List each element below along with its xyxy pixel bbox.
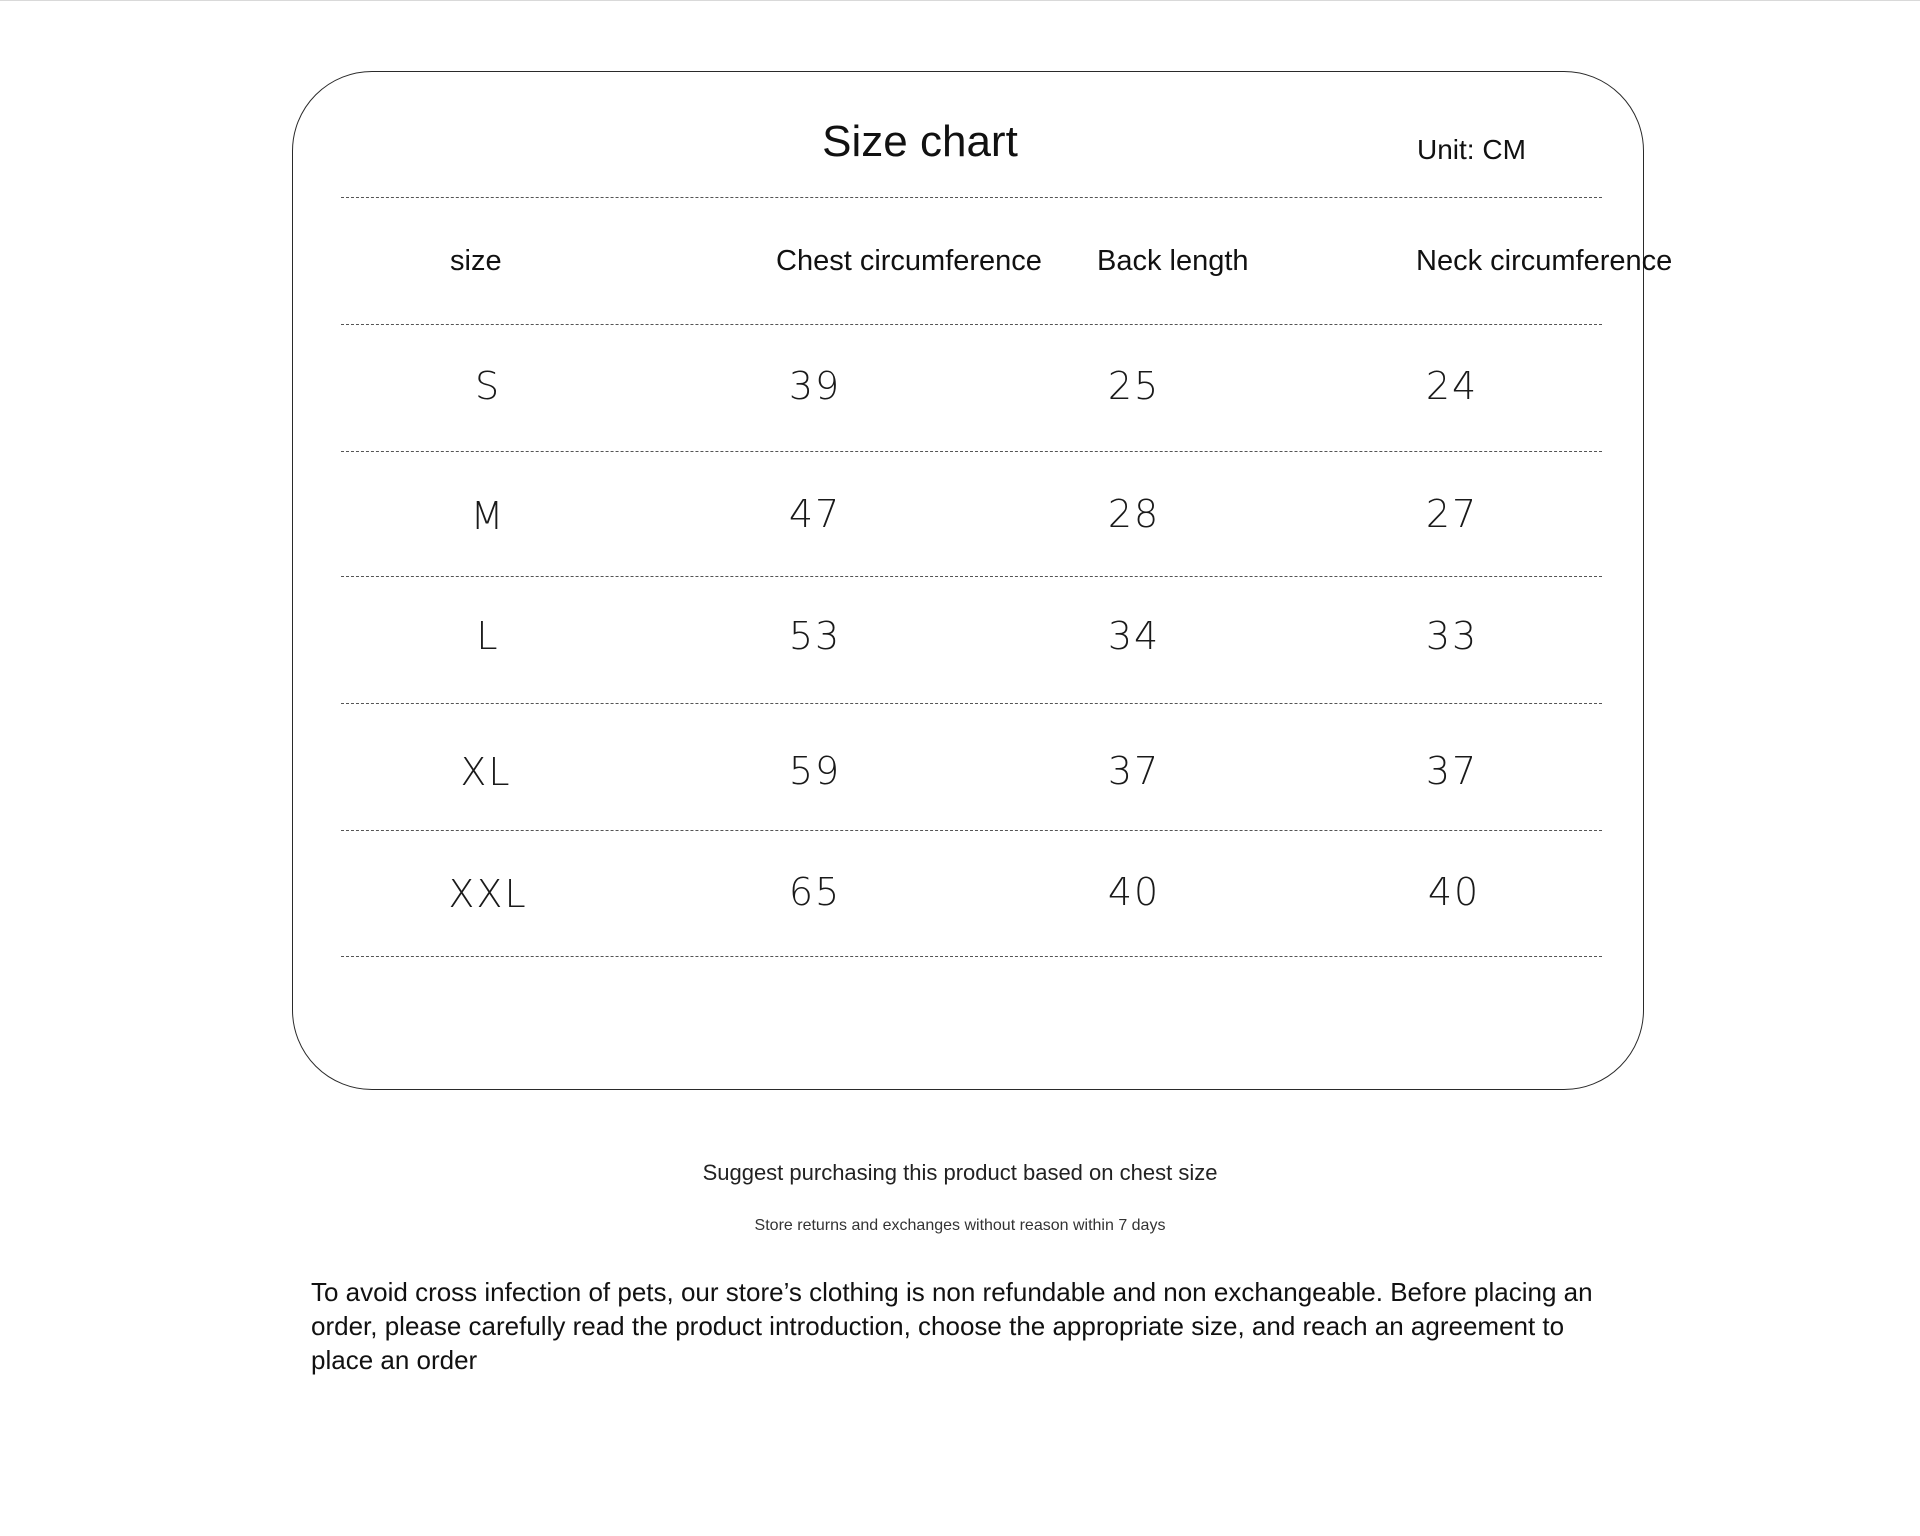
- table-cell-back: 25: [1107, 364, 1161, 408]
- table-cell-back: 40: [1107, 870, 1161, 914]
- table-cell-back: 37: [1107, 749, 1161, 793]
- table-cell-neck: 37: [1425, 749, 1479, 793]
- divider-line: [341, 830, 1602, 831]
- table-cell-neck: 24: [1425, 364, 1479, 408]
- table-cell-size: M: [470, 494, 506, 538]
- table-cell-back: 34: [1107, 614, 1161, 658]
- divider-line: [341, 576, 1602, 577]
- table-cell-neck: 27: [1425, 492, 1479, 536]
- column-header-back: Back length: [1097, 245, 1249, 277]
- table-cell-neck: 40: [1427, 870, 1481, 914]
- table-cell-size: L: [476, 614, 500, 658]
- table-cell-chest: 53: [788, 614, 842, 658]
- top-divider: [0, 0, 1920, 1]
- refund-policy: To avoid cross infection of pets, our store’s clothing is non refundable and non exchangeable. Before placing an order, please carefully read the product introduction, choose the appropriate size, and reach an agreement to place an order: [311, 1277, 1593, 1375]
- table-cell-chest: 59: [788, 749, 842, 793]
- divider-line: [341, 703, 1602, 704]
- purchase-suggestion: Suggest purchasing this product based on chest size: [702, 1160, 1218, 1185]
- returns-note: Store returns and exchanges without reason within 7 days: [754, 1217, 1166, 1234]
- page-title: Size chart: [822, 117, 1018, 166]
- column-header-chest: Chest circumference: [776, 245, 1042, 277]
- table-cell-size: XL: [460, 750, 512, 794]
- divider-line: [341, 324, 1602, 325]
- table-cell-chest: 47: [788, 492, 842, 536]
- column-header-neck: Neck circumference: [1416, 245, 1673, 277]
- divider-line: [341, 451, 1602, 452]
- table-cell-chest: 65: [788, 870, 842, 914]
- table-cell-neck: 33: [1425, 614, 1479, 658]
- table-cell-back: 28: [1107, 492, 1161, 536]
- table-cell-chest: 39: [788, 364, 842, 408]
- divider-line: [341, 197, 1602, 198]
- size-chart-card: [292, 71, 1644, 1090]
- column-header-size: size: [450, 245, 502, 277]
- table-cell-size: S: [474, 364, 502, 408]
- divider-line: [341, 956, 1602, 957]
- unit-label: Unit: CM: [1417, 134, 1526, 165]
- table-cell-size: XXL: [448, 872, 528, 916]
